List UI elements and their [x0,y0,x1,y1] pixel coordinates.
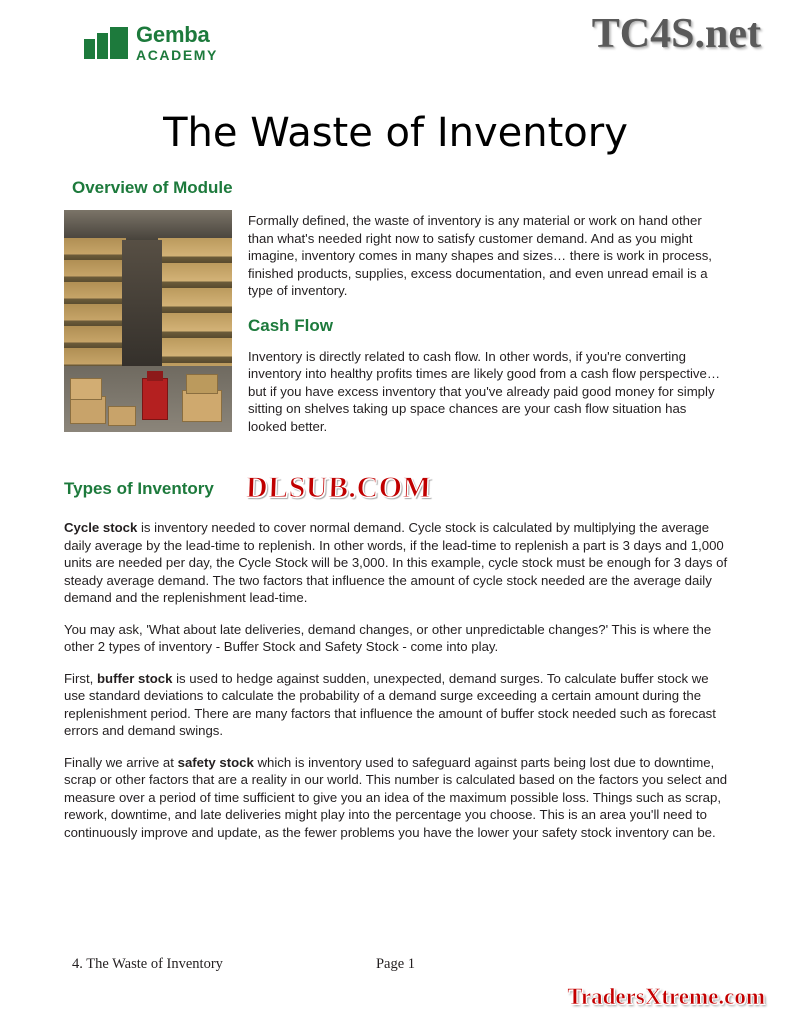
footer-page-number: Page 1 [375,956,416,972]
footer-left: 4. The Waste of Inventory [72,956,223,972]
watermark-top-right: TC4S.net [591,11,761,57]
paragraph-cycle-stock-text: is inventory needed to cover normal demand. Cycle stock is calculated by multiplying the average daily average by the lead-time to replenish. In other words, if the lead-time to replenish a part is 3 days and 1,000 units are needed per day, the Cycle Stock will be 3,000. In this example, cycle stock must be enough for 3 days of steady average demand. The two factors that influence the amount of cycle stock needed are the average daily demand and the replenishment lead-time. [64,520,728,605]
paragraph-buffer-stock [64,670,728,740]
watermark-dlsub: DLSUB.COM [245,471,432,504]
logo-wordmark [136,24,218,62]
overview-paragraph: Formally defined, the waste of inventory is any material or work on hand other than what's needed right now to satisfy customer demand. And as you might imagine, inventory comes in many shapes and sizes… there is work in process, finished products, supplies, excess documentation, and even unread email is a type of inventory. [248,213,712,298]
types-heading-row [64,471,728,517]
cash-flow-heading: Cash Flow [248,315,334,335]
logo-line-1: Gemba [136,22,210,47]
overview-row [64,210,728,451]
overview-text-column [248,210,728,451]
page-footer [64,956,727,976]
paragraph-safety-stock-pre: Finally we arrive at [64,754,178,770]
paragraph-cycle-stock [64,519,728,607]
types-body [64,519,728,841]
document-body [64,178,728,855]
types-heading: Types of Inventory [64,479,214,498]
overview-heading: Overview of Module [72,178,233,197]
watermark-bottom-right: TradersXtreme.com [567,984,765,1009]
term-safety-stock: safety stock [177,754,254,770]
logo-line-2: ACADEMY [136,47,218,63]
paragraph-unpredictable-changes: You may ask, 'What about late deliveries, demand changes, or other unpredictable changes?' This is where the other 2 types of inventory - Buffer Stock and Safety Stock - come into play. [64,621,712,654]
gemba-academy-logo [84,24,218,62]
paragraph-buffer-stock-text: is used to hedge against sudden, unexpected, demand surges. To calculate buffer stock we use standard deviations to calculate the probability of a demand surge exceeding a certain amount during the replenishment period. There are many factors that influence the amount of buffer stock needed such as forecast errors and demand swings. [64,670,716,738]
term-buffer-stock: buffer stock [96,670,173,686]
term-cycle-stock: Cycle stock [64,520,138,535]
page-title: The Waste of Inventory [163,110,628,156]
cash-flow-paragraph: Inventory is directly related to cash flow. In other words, if you're converting inventory into healthy profits times are likely good from a cash flow perspective… but if you have excess inventory that you've already paid good money for simply sitting on shelves taking up space chances are your cash flow situation has looked better. [248,348,721,434]
factory-logo-icon [84,27,128,59]
paragraph-safety-stock [64,754,728,842]
paragraph-safety-stock-text: which is inventory used to safeguard against parts being lost due to downtime, scrap or other factors that are a reality in our world. This number is calculated based on the factors you select and measure over a period of time sufficient to give you an idea of the maximum possible loss. Things such as scrap, rework, downtime, and late deliveries might play into the percentage you choose. This is an area you'll need to continuously improve and update, as the fewer problems you have the lower your safety stock inventory can be. [64,754,728,840]
paragraph-buffer-stock-pre: First, [64,670,97,686]
warehouse-photo [64,210,232,432]
